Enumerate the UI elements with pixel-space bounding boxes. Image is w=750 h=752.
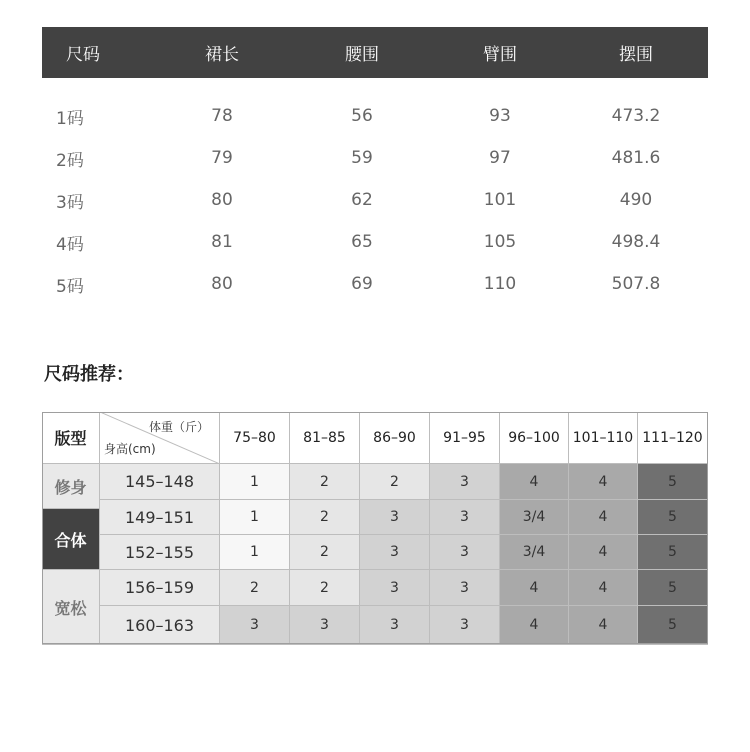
size-table-row	[42, 95, 708, 137]
recommended-size-cell: 2	[220, 570, 290, 606]
recommended-size-cell: 3	[430, 606, 500, 645]
size-cell: 4码	[56, 234, 84, 255]
header-skirt-length: 裙长	[205, 45, 239, 65]
header-waist: 腰围	[345, 45, 379, 65]
style-label: 修身	[42, 464, 100, 509]
recommended-size-cell: 2	[290, 464, 360, 500]
waist-cell: 59	[351, 148, 373, 168]
header-hem: 摆围	[619, 45, 653, 65]
recommended-size-cell: 3	[360, 570, 430, 606]
weight-axis-label: 体重（斤）	[148, 420, 209, 434]
recommended-size-cell: 5	[638, 464, 708, 500]
recommended-size-cell: 3	[430, 500, 500, 535]
recommended-size-cell: 3	[360, 535, 430, 570]
height-axis-label: 身高(cm)	[104, 442, 156, 456]
recommended-size-cell: 4	[569, 535, 638, 570]
recommended-size-cell: 3	[360, 606, 430, 645]
hem-cell: 490	[619, 190, 653, 210]
height-range-label: 152–155	[100, 535, 220, 570]
recommended-size-cell: 2	[290, 570, 360, 606]
recommended-size-cell: 3	[430, 464, 500, 500]
skirt-length-cell: 78	[211, 106, 233, 126]
height-range-label: 156–159	[100, 570, 220, 606]
weight-range-header: 111–120	[638, 412, 708, 464]
recommended-size-cell: 3/4	[500, 500, 569, 535]
arm-cell: 93	[489, 106, 511, 126]
recommended-size-cell: 4	[569, 570, 638, 606]
height-range-label: 160–163	[100, 606, 220, 645]
recommended-size-cell: 5	[638, 500, 708, 535]
recommended-size-cell: 4	[500, 464, 569, 500]
recommended-size-cell: 4	[569, 464, 638, 500]
weight-range-header: 96–100	[500, 412, 569, 464]
waist-cell: 62	[351, 190, 373, 210]
waist-cell: 65	[351, 232, 373, 252]
size-table-row	[42, 137, 708, 179]
weight-range-header: 101–110	[569, 412, 638, 464]
recommended-size-cell: 2	[290, 500, 360, 535]
recommended-size-cell: 5	[638, 535, 708, 570]
header-size: 尺码	[66, 45, 100, 65]
style-label: 合体	[42, 509, 100, 570]
height-range-label: 149–151	[100, 500, 220, 535]
recommended-size-cell: 4	[569, 606, 638, 645]
waist-cell: 69	[351, 274, 373, 294]
header-arm: 臂围	[483, 45, 517, 65]
hem-cell: 473.2	[611, 106, 661, 126]
recommended-size-cell: 3	[360, 500, 430, 535]
size-cell: 2码	[56, 150, 84, 171]
size-cell: 5码	[56, 276, 84, 297]
skirt-length-cell: 79	[211, 148, 233, 168]
size-table-row	[42, 263, 708, 305]
recommended-size-cell: 3	[430, 535, 500, 570]
arm-cell: 101	[483, 190, 517, 210]
size-table-row	[42, 221, 708, 263]
hem-cell: 498.4	[611, 232, 661, 252]
recommended-size-cell: 4	[500, 570, 569, 606]
weight-range-header: 86–90	[360, 412, 430, 464]
style-label: 宽松	[42, 570, 100, 645]
waist-cell: 56	[351, 106, 373, 126]
skirt-length-cell: 80	[211, 274, 233, 294]
recommended-size-cell: 2	[360, 464, 430, 500]
size-recommendation-title: 尺码推荐：	[44, 364, 134, 385]
recommended-size-cell: 1	[220, 464, 290, 500]
arm-cell: 97	[489, 148, 511, 168]
recommended-size-cell: 5	[638, 606, 708, 645]
recommended-size-cell: 4	[569, 500, 638, 535]
recommended-size-cell: 1	[220, 535, 290, 570]
recommended-size-cell: 3	[290, 606, 360, 645]
weight-height-corner	[100, 412, 220, 464]
size-table-row	[42, 179, 708, 221]
style-column-header: 版型	[42, 412, 100, 464]
recommended-size-cell: 2	[290, 535, 360, 570]
recommended-size-cell: 5	[638, 570, 708, 606]
size-recommendation-grid	[42, 412, 708, 644]
size-cell: 1码	[56, 108, 84, 129]
hem-cell: 507.8	[611, 274, 661, 294]
skirt-length-cell: 81	[211, 232, 233, 252]
arm-cell: 110	[483, 274, 517, 294]
weight-range-header: 91–95	[430, 412, 500, 464]
height-range-label: 145–148	[100, 464, 220, 500]
weight-range-header: 75–80	[220, 412, 290, 464]
recommended-size-cell: 4	[500, 606, 569, 645]
size-cell: 3码	[56, 192, 84, 213]
size-table-header	[42, 27, 708, 78]
recommended-size-cell: 3	[430, 570, 500, 606]
skirt-length-cell: 80	[211, 190, 233, 210]
recommended-size-cell: 3/4	[500, 535, 569, 570]
recommended-size-cell: 1	[220, 500, 290, 535]
hem-cell: 481.6	[611, 148, 661, 168]
recommended-size-cell: 3	[220, 606, 290, 645]
weight-range-header: 81–85	[290, 412, 360, 464]
arm-cell: 105	[483, 232, 517, 252]
